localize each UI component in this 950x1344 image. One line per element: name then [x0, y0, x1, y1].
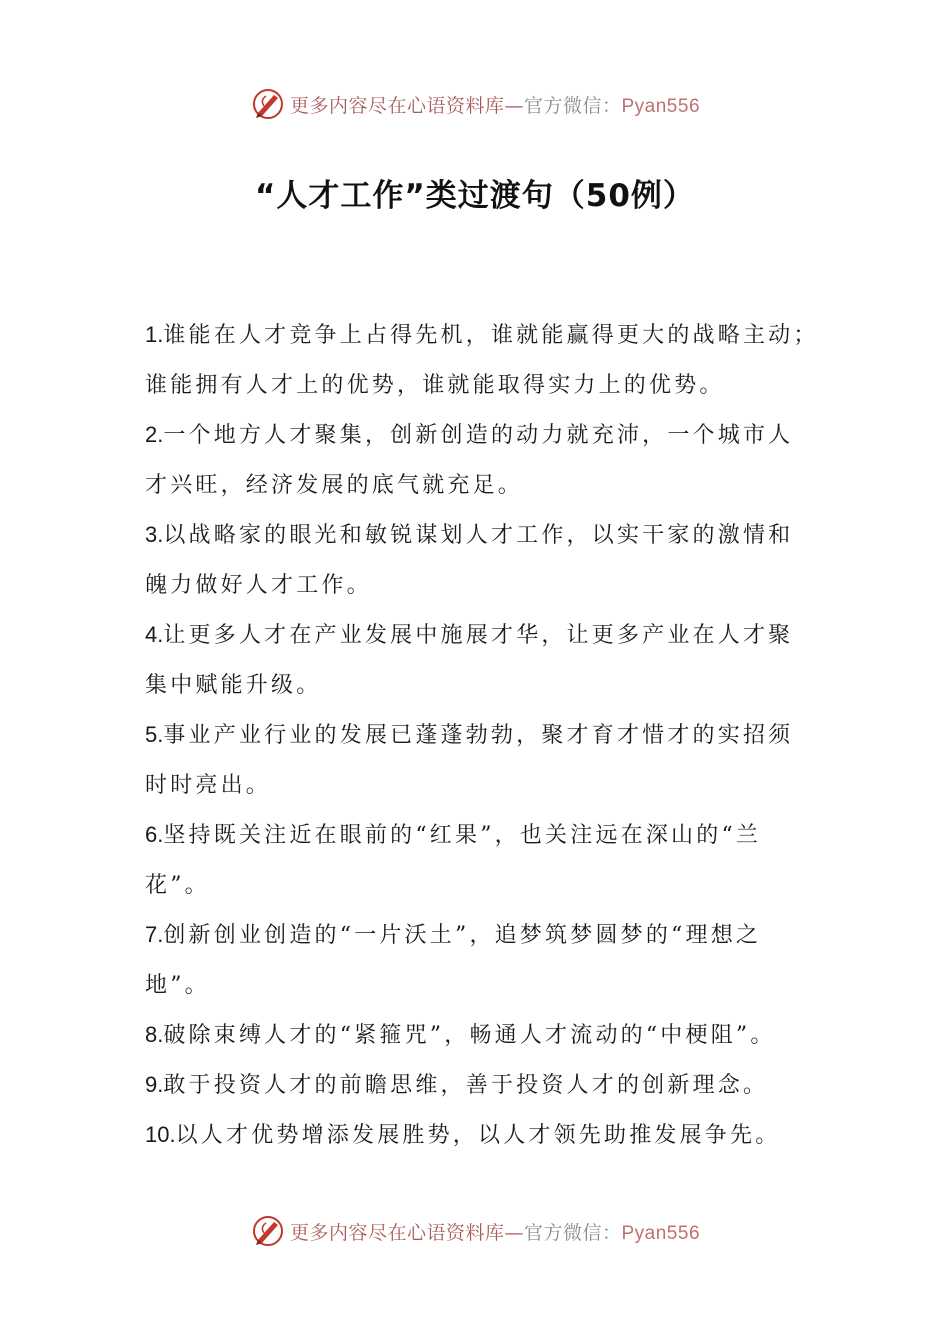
banner-dash: — [504, 1221, 524, 1244]
item-text: 坚持既关注近在眼前的“红果”，也关注远在深山的“兰 [163, 823, 762, 848]
item-text: 以战略家的眼光和敏锐谋划人才工作，以实干家的激情和 [163, 523, 794, 548]
item-text: 破除束缚人才的“紧箍咒”，畅通人才流动的“中梗阻”。 [163, 1023, 776, 1048]
document-title: “人才工作”类过渡句（50例） [255, 178, 695, 214]
list-item [145, 1010, 825, 1060]
item-text: 魄力做好人才工作。 [145, 573, 372, 598]
banner-official: 官方微信： [523, 94, 622, 117]
item-text: 事业产业行业的发展已蓬蓬勃勃，聚才育才惜才的实招须 [163, 723, 794, 748]
item-text: 时时亮出。 [145, 773, 272, 798]
item-number: 8. [145, 1022, 164, 1047]
item-number: 2. [145, 422, 164, 447]
list-item [145, 1110, 825, 1160]
item-text: 花”。 [145, 873, 210, 898]
list-item [145, 510, 825, 560]
list-item [145, 360, 825, 410]
item-number: 5. [145, 722, 164, 747]
item-number: 4. [145, 622, 164, 647]
list-item [145, 410, 825, 460]
banner-brand: 更多内容尽在心语资料库 [289, 94, 505, 117]
item-text: 谁能拥有人才上的优势，谁就能取得实力上的优势。 [145, 373, 725, 398]
banner-wechat-id: Pyan556 [621, 95, 701, 117]
list-item [145, 610, 825, 660]
banner-official: 官方微信： [523, 1221, 622, 1244]
item-text: 一个地方人才聚集，创新创造的动力就充沛，一个城市人 [163, 423, 794, 448]
item-text: 集中赋能升级。 [145, 673, 322, 698]
item-text: 谁能在人才竞争上占得先机，谁就能赢得更大的战略主动； [163, 323, 819, 348]
item-text: 才兴旺，经济发展的底气就充足。 [145, 473, 524, 498]
list-item [145, 1060, 825, 1110]
item-text: 让更多人才在产业发展中施展才华，让更多产业在人才聚 [163, 623, 794, 648]
banner-text [290, 1218, 700, 1245]
list-item [145, 710, 825, 760]
banner-text [290, 91, 700, 118]
list-item [145, 760, 825, 810]
list-item [145, 910, 825, 960]
pen-logo-icon [250, 86, 286, 122]
header-banner [0, 84, 950, 124]
item-number: 7. [145, 922, 164, 947]
list-item [145, 960, 825, 1010]
banner-brand: 更多内容尽在心语资料库 [289, 1221, 505, 1244]
banner-wechat-id: Pyan556 [621, 1222, 701, 1244]
item-text: 创新创业创造的“一片沃土”，追梦筑梦圆梦的“理想之 [163, 923, 762, 948]
item-text: 地”。 [145, 973, 210, 998]
item-number: 3. [145, 522, 164, 547]
list-item [145, 560, 825, 610]
item-number: 6. [145, 822, 164, 847]
item-text: 敢于投资人才的前瞻思维，善于投资人才的创新理念。 [163, 1073, 769, 1098]
banner-dash: — [504, 94, 524, 117]
list-item [145, 460, 825, 510]
item-text: 以人才优势增添发展胜势，以人才领先助推发展争先。 [175, 1123, 781, 1148]
list-item [145, 860, 825, 910]
item-number: 10. [145, 1122, 176, 1147]
list-item [145, 660, 825, 710]
item-number: 9. [145, 1072, 164, 1097]
pen-logo-icon [250, 1213, 286, 1249]
footer-banner [0, 1211, 950, 1251]
item-number: 1. [145, 322, 164, 347]
sentence-list [145, 310, 825, 1160]
list-item [145, 310, 825, 360]
list-item [145, 810, 825, 860]
